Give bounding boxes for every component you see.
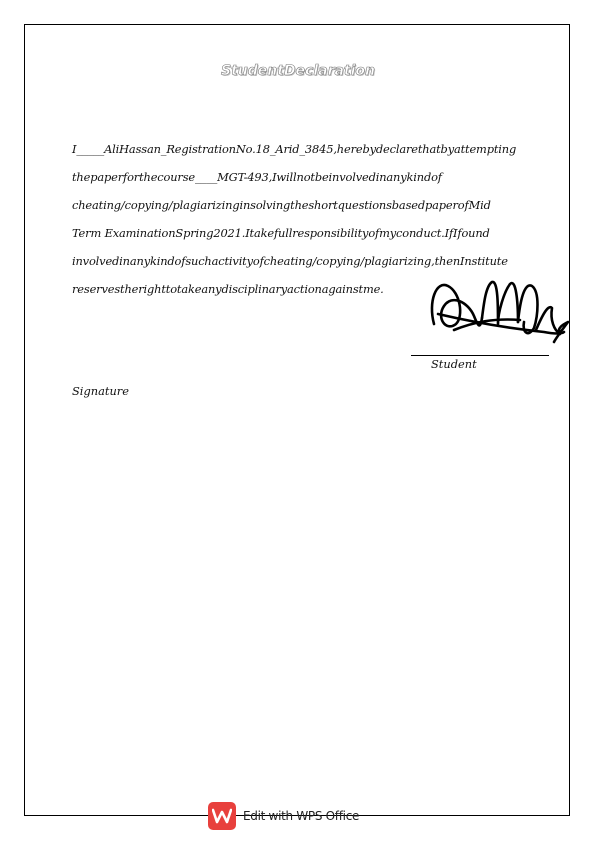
handwritten-signature bbox=[424, 272, 574, 362]
declaration-line-6: reservestherighttotakeanydisciplinaryactionagainstme. bbox=[72, 282, 384, 296]
declaration-line-5: involvedinanykindofsuchactivityofcheating/copying/plagiarizing,thenInstitute bbox=[72, 254, 508, 268]
signature-line bbox=[411, 355, 549, 356]
student-label: Student bbox=[431, 357, 477, 371]
wps-edit-button[interactable] bbox=[208, 802, 359, 830]
document-title: StudentDeclaration bbox=[220, 63, 375, 79]
declaration-line-2: thepaperforthecourse____MGT-493,Iwillnotbeinvolvedinanykindof bbox=[72, 170, 442, 184]
declaration-line-1: I_____AliHassan_RegistrationNo.18_Arid_3845,herebydeclarethatbyattempting bbox=[72, 142, 517, 156]
declaration-line-4: Term ExaminationSpring2021.Itakefullresponsibilityofmyconduct.IfIfound bbox=[72, 226, 490, 240]
wps-logo-icon bbox=[208, 802, 236, 830]
declaration-line-3: cheating/copying/plagiarizinginsolvingtheshortquestionsbasedpaperofMid bbox=[72, 198, 491, 212]
signature-label: Signature bbox=[72, 384, 129, 398]
wps-edit-label: Edit with WPS Office bbox=[243, 809, 360, 823]
